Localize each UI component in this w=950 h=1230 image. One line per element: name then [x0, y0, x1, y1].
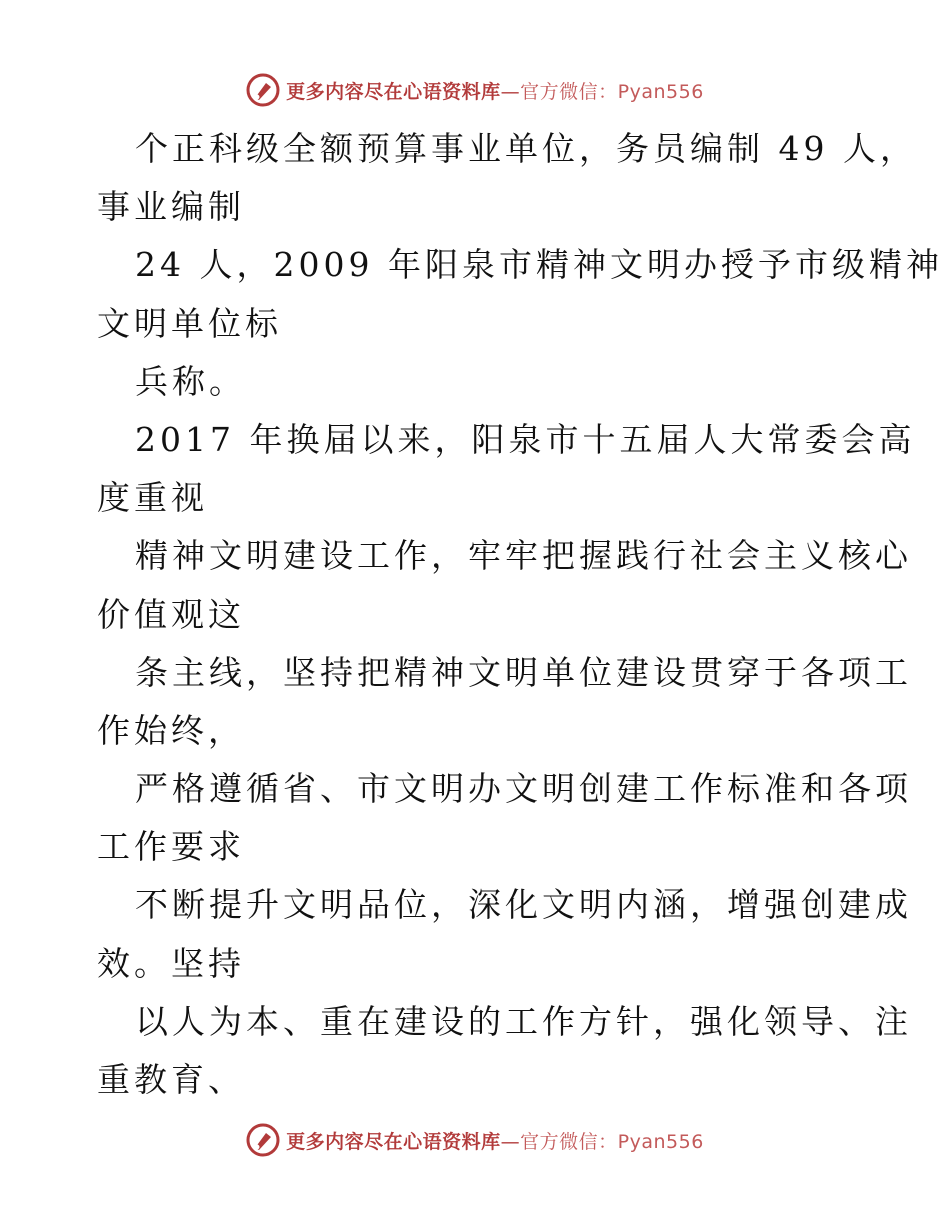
text-line: 2017 年换届以来，阳泉市十五届人大常委会高	[135, 419, 916, 459]
text-line: 严格遵循省、市文明办文明创建工作标准和各项	[135, 769, 912, 809]
footer-banner	[0, 1120, 950, 1160]
text-line: 效。坚持	[97, 943, 245, 983]
text-line: 条主线，坚持把精神文明单位建设贯穿于各项工	[135, 652, 912, 692]
text-line: 工作要求	[97, 827, 245, 867]
banner-main-text: 更多内容尽在心语资料库	[286, 1130, 501, 1153]
pen-nib-logo-icon	[246, 73, 280, 107]
text-line: 精神文明建设工作，牢牢把握践行社会主义核心	[135, 536, 912, 576]
banner-main-text: 更多内容尽在心语资料库	[286, 80, 501, 103]
document-body	[97, 120, 943, 1109]
banner-wechat: 官方微信：Pyan556	[520, 1130, 704, 1153]
text-line: 兵称。	[135, 361, 246, 401]
text-line: 不断提升文明品位，深化文明内涵，增强创建成	[135, 885, 912, 925]
text-line: 度重视	[97, 478, 208, 518]
text-line: 作始终，	[97, 710, 245, 750]
text-line: 重教育、	[97, 1060, 245, 1099]
banner-text	[286, 1127, 704, 1154]
text-line: 文明单位标	[97, 303, 282, 343]
header-banner	[0, 70, 950, 110]
text-line: 事业编制	[97, 187, 245, 227]
banner-separator: —	[500, 1130, 521, 1153]
banner-wechat: 官方微信：Pyan556	[520, 80, 704, 103]
text-line: 价值观这	[97, 594, 245, 634]
banner-text	[286, 77, 704, 104]
pen-nib-logo-icon	[246, 1123, 280, 1157]
text-line: 个正科级全额预算事业单位，务员编制 49 人，	[135, 129, 917, 168]
text-line: 以人为本、重在建设的工作方针，强化领导、注	[135, 1001, 912, 1041]
banner-separator: —	[500, 80, 521, 103]
text-line: 24 人，2009 年阳泉市精神文明办授予市级精神	[135, 245, 943, 285]
